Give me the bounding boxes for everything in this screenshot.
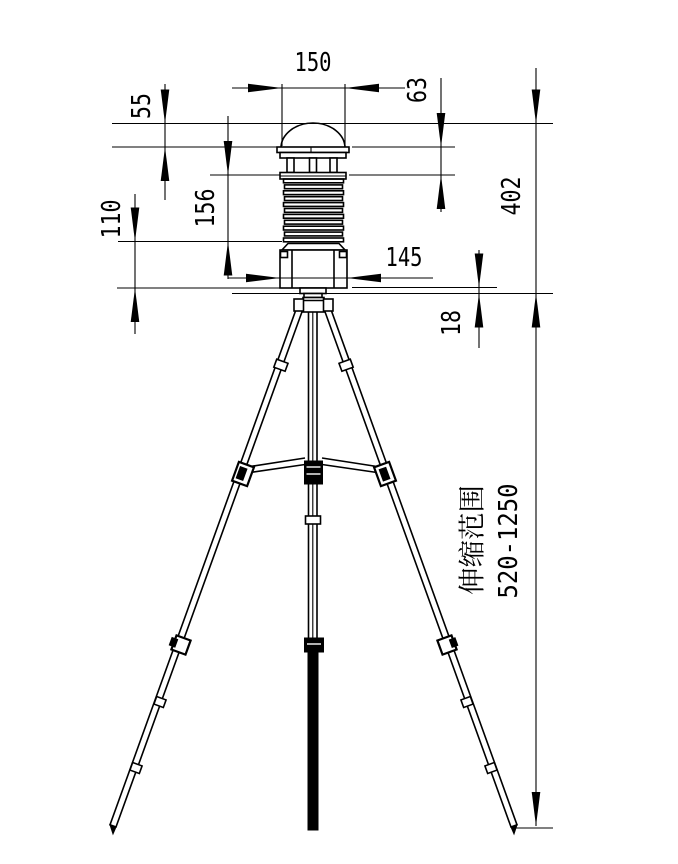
base-housing-lug [281, 252, 288, 258]
louver-fin [284, 226, 344, 230]
mount-stem-upper [300, 288, 326, 294]
arrowhead [248, 84, 282, 93]
arrowhead [475, 254, 484, 288]
dim-mount-gap-label: 18 [437, 304, 467, 336]
arrowhead [345, 84, 379, 93]
louver-fin [285, 185, 343, 189]
center-column-joint-collar [306, 516, 321, 524]
arrowhead [532, 90, 541, 124]
arrowhead [224, 141, 233, 175]
arrowhead [532, 792, 541, 826]
arrowhead [437, 175, 446, 209]
arrowhead [347, 274, 381, 283]
sensor-dome [281, 123, 345, 148]
louver-fin [284, 214, 344, 218]
tripod-head-ear-left [294, 299, 304, 311]
center-column-clamp [305, 638, 324, 652]
dim-head-section-height-label: 63 [403, 71, 433, 103]
louver-fin [285, 197, 343, 201]
louver-fin [284, 191, 344, 195]
dim-cap-width-label: 150 [294, 48, 332, 78]
sensor-pillar [330, 158, 337, 173]
telescopic-range-value: 520-1250 [494, 473, 524, 599]
base-transition-flange [282, 244, 345, 251]
arrowhead [246, 274, 280, 283]
tripod-left-leg [110, 307, 303, 827]
sensor-pillar [310, 158, 317, 173]
louver-fin [284, 238, 344, 242]
telescopic-range-label: 伸缩范围 [457, 487, 489, 595]
base-housing-lug [340, 252, 347, 258]
center-column-lower [308, 652, 318, 830]
dim-base-height-label: 110 [97, 191, 127, 239]
arrowhead [437, 113, 446, 147]
sensor-cap-bottom [280, 153, 346, 159]
louver-fin [285, 209, 343, 213]
louver-fin [284, 203, 344, 207]
sensor-pillar [287, 158, 294, 173]
arrowhead [532, 294, 541, 328]
sensor-cap-top [277, 147, 349, 153]
arrowhead [224, 242, 233, 276]
arrowhead [161, 90, 170, 124]
right-leg-foot [511, 825, 517, 834]
tripod-head-ear-right [324, 299, 334, 311]
dim-total-sensor-height-label: 402 [497, 168, 527, 216]
louver-fin [285, 220, 343, 224]
arrowhead [131, 208, 140, 242]
dimension-annotations [97, 48, 553, 828]
louver-fin [285, 232, 343, 236]
arrowhead [475, 294, 484, 328]
dim-dome-height-label: 55 [127, 87, 157, 119]
arrowhead [131, 288, 140, 322]
left-leg-foot [110, 825, 116, 834]
base-housing [280, 250, 347, 288]
sensor-unit [277, 123, 349, 298]
louver-fin-stack [284, 179, 344, 242]
arrowhead [161, 147, 170, 181]
dim-louver-height-label: 156 [191, 180, 221, 228]
tripod-head [303, 298, 324, 313]
dim-base-width-label: 145 [385, 243, 423, 273]
louver-fin [284, 179, 344, 183]
spreader-center-hub [305, 461, 323, 484]
tripod [110, 298, 517, 835]
